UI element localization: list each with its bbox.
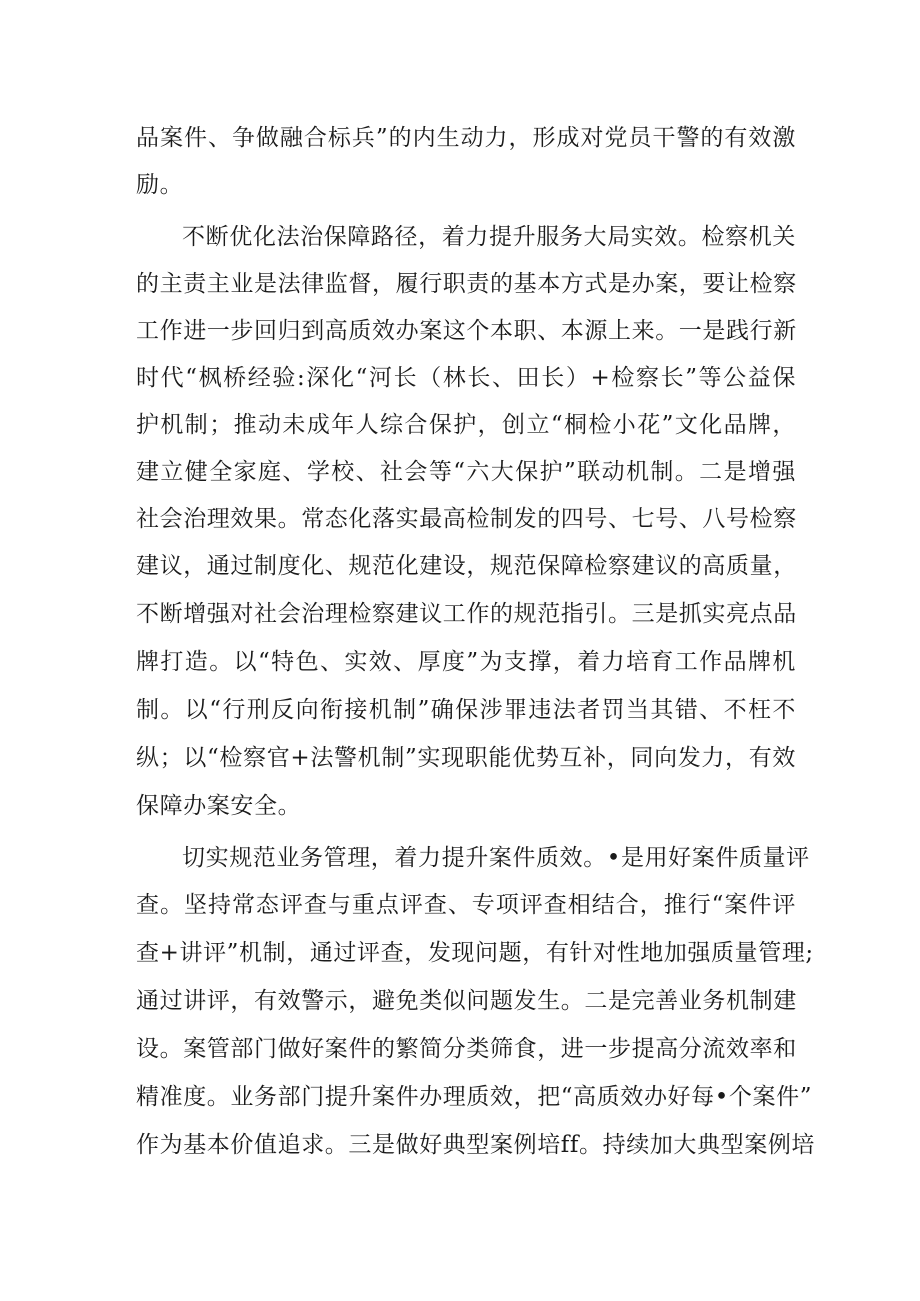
text-line-7: 护机制；推动未成年人综合保护，创立“桐检小花”文化品牌， [136,412,796,438]
paragraph-heading-line: 不断优化法治保障路径，着力提升服务大局实效。检察机关 [182,224,796,250]
text-line-11: 不断增强对社会治理检察建议工作的规范指引。三是抓实亮点品 [136,601,797,627]
text-line-1: 品案件、争做融合标兵”的内生动力，形成对党员干警的有效激 [136,125,796,151]
text-line-14: 纵；以“检察官+法警机制”实现职能优势互补，同向发力，有效 [136,745,796,771]
text-line-10: 建议，通过制度化、规范化建设，规范保障检察建议的高质量， [136,553,797,579]
text-line-9: 社会治理效果。常态化落实最高检制发的四号、七号、八号检察 [136,506,797,532]
text-line-19: 通过讲评，有效警示，避免类似问题发生。二是完善业务机制建 [136,988,797,1014]
text-line-18: 查+讲评”机制，通过评查，发现问题，有针对性地加强质量管理; [136,940,814,966]
text-line-8: 建立健全家庭、学校、社会等“六大保护”联动机制。二是增强 [136,459,796,485]
text-line-21: 精准度。业务部门提升案件办理质效，把“高质效办好每•个案件” [136,1084,813,1110]
text-line-15: 保障办案安全。 [136,793,302,819]
text-line-20: 设。案管部门做好案件的繁简分类筛食，进一步提高分流效率和 [136,1036,797,1062]
text-line-2: 励。 [136,172,184,198]
text-line-13: 制。以“行刑反向衔接机制”确保涉罪违法者罚当其错、不枉不 [136,697,796,723]
text-line-4: 的主责主业是法律监督，履行职责的基本方式是办案，要让检察 [136,271,797,297]
text-line-5: 工作进一步回归到高质效办案这个本职、本源上来。一是践行新 [136,318,797,344]
text-line-12: 牌打造。以“特色、实效、厚度”为支撑，着力培育工作品牌机 [136,649,796,675]
text-line-22: 作为基本价值追求。三是做好典型案例培ff。持续加大典型案例培 [136,1132,816,1158]
paragraph-heading-line-2: 切实规范业务管理，着力提升案件质效。•是用好案件质量评 [182,845,810,871]
text-line-6: 时代“枫桥经验:深化“河长（林长、田长）+检察长”等公益保 [136,365,796,391]
text-line-17: 查。坚持常态评查与重点评查、专项评查相结合，推行“案件评 [136,892,796,918]
